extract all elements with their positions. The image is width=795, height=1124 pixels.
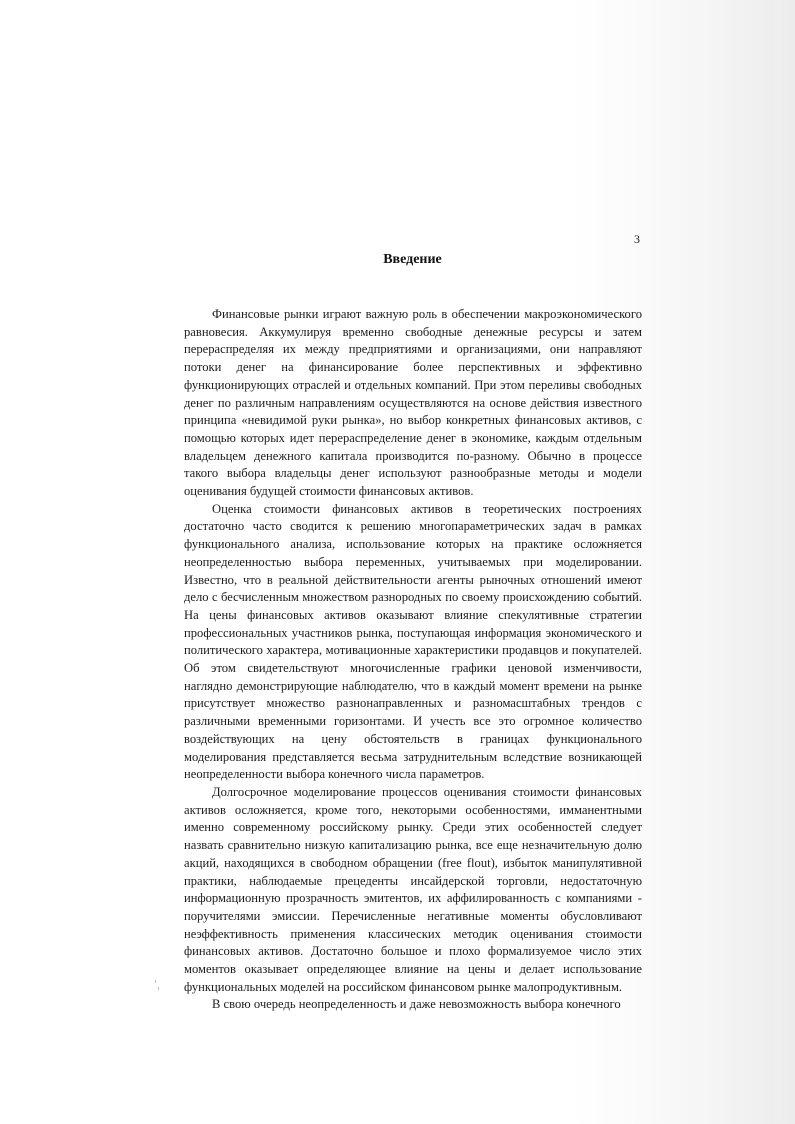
page-title: Введение — [383, 252, 442, 267]
paragraph: Долгосрочное моделирование процессов оценивания стоимости финансовых активов осложняется, кроме того, некоторыми особенностями, имманентными именно современному российскому рынку. Среди этих особенностей следует назвать сравнительно низкую капитализацию рынка, все еще незначительную долю акций, находящихся в свободном обращении (free flout), избыток манипулятивной практики, наблюдаемые прецеденты инсайдерской торговли, недостаточную информационную прозрачность эмитентов, их аффилированность с компаниями - поручителями эмиссии. Перечисленные негативные моменты обусловливают неэффективность применения классических методик оценивания стоимости финансовых активов. Достаточно большое и плохо формализуемое число этих моментов оказывает определяющее влияние на цены и делает использование функциональных моделей на российском финансовом рынке малопродуктивным. — [184, 784, 642, 994]
scan-speck — [155, 980, 156, 983]
page-number: 3 — [634, 232, 640, 246]
body-text — [184, 306, 642, 1014]
paragraph: Финансовые рынки играют важную роль в обеспечении макроэкономического равновесия. Аккумулируя временно свободные денежные ресурсы и затем перераспределяя их между предприятиями и организациями, они направляют потоки денег на финансирование более перспективных и эффективно функционирующих отраслей и отдельных компаний. При этом переливы свободных денег по различным направлениям осуществляются на основе действия известного принципа «невидимой руки рынка», но выбор конкретных финансовых активов, с помощью которых идет перераспределение денег в экономике, каждым отдельным владельцем денежного капитала производится по-разному. Обычно в процессе такого выбора владельцы денег используют разнообразные методы и модели оценивания будущей стоимости финансовых активов. — [184, 307, 642, 499]
paragraph: В свою очередь неопределенность и даже невозможность выбора конечного — [212, 997, 621, 1012]
paragraph: Оценка стоимости финансовых активов в теоретических построениях достаточно часто сводится к решению многопараметрических задач в рамках функционального анализа, использование которых на практике осложняется неопределенностью выбора переменных, учитываемых при моделировании. Известно, что в реальной действительности агенты рыночных отношений имеют дело с бесчисленным множеством разнородных по своему происхождению событий. На цены финансовых активов оказывают влияние спекулятивные стратегии профессиональных участников рынка, поступающая информация экономического и политического характера, мотивационные характеристики продавцов и покупателей. Об этом свидетельствуют многочисленные графики ценовой изменчивости, наглядно демонстрирующие наблюдателю, что в каждый момент времени на рынке присутствует множество разнонаправленных и разномасштабных трендов с различными временными горизонтами. И учесть все это огромное количество воздействующих на цену обстоятельств в границах функционального моделирования представляется весьма затруднительным вследствие возникающей неопределенности выбора конечного числа параметров. — [184, 501, 642, 782]
scan-speck — [158, 987, 159, 990]
